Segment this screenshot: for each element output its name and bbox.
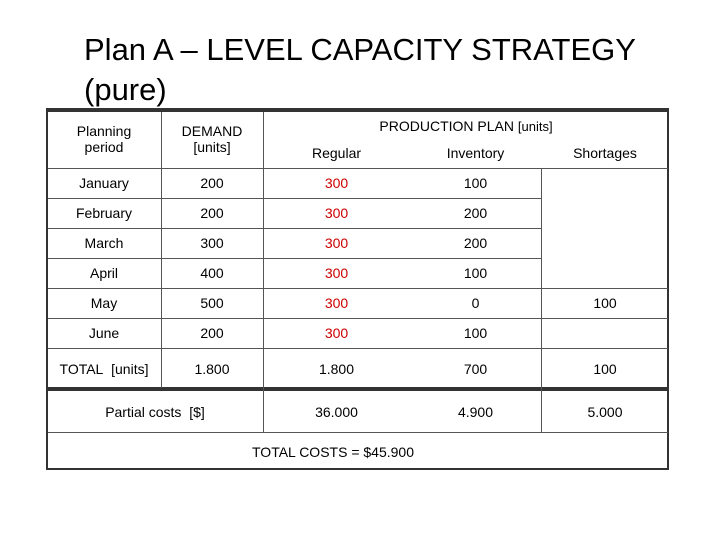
header-regular: Regular [311, 145, 362, 161]
cell-inventory: 200 [463, 205, 488, 221]
cell-demand: 200 [200, 175, 224, 191]
cell-demand: 400 [200, 265, 224, 281]
header-inventory: Inventory [446, 145, 505, 161]
cell-period: April [89, 265, 118, 281]
col-divider [541, 168, 542, 432]
total-label-cell [48, 350, 160, 388]
header-shortages: Shortages [573, 145, 637, 161]
row-divider [48, 228, 542, 229]
cell-period: January [79, 175, 129, 191]
cell-inventory: 100 [463, 325, 488, 341]
total-shortages: 100 [593, 361, 617, 377]
partial-shortages: 5.000 [587, 404, 623, 420]
total-units: [units] [111, 361, 149, 377]
cell-shortages [542, 228, 668, 258]
total-inventory: 700 [463, 361, 488, 377]
cell-regular: 300 [324, 325, 349, 341]
cell-demand: 200 [200, 205, 224, 221]
cell-inventory: 200 [463, 235, 488, 251]
cell-regular: 300 [324, 265, 349, 281]
header-plan-label: PRODUCTION PLAN [379, 118, 514, 134]
total-costs: TOTAL COSTS = $45.900 [252, 444, 414, 460]
partial-inventory: 4.900 [457, 404, 494, 420]
header-demand-line1: DEMAND [181, 123, 243, 139]
header-demand-line2: [units] [193, 139, 231, 155]
partial-units: [$] [189, 404, 205, 420]
cell-regular: 300 [324, 175, 349, 191]
cell-regular: 300 [324, 295, 349, 311]
row-divider [48, 198, 542, 199]
costs-divider [48, 432, 668, 433]
cell-inventory: 100 [463, 175, 488, 191]
row-divider [48, 348, 668, 349]
cell-shortages [542, 258, 668, 288]
cell-shortages: 100 [593, 295, 617, 311]
total-demand: 1.800 [194, 361, 230, 377]
cell-inventory: 100 [463, 265, 488, 281]
row-divider [48, 258, 542, 259]
partial-regular: 36.000 [315, 404, 358, 420]
col-divider [263, 112, 264, 432]
cell-shortages [542, 318, 668, 348]
total-divider [48, 387, 668, 391]
header-divider [48, 168, 668, 169]
header-plan-units: [units] [517, 118, 553, 134]
cell-demand: 200 [200, 325, 224, 341]
cell-period: March [84, 235, 124, 251]
total-regular: 1.800 [318, 361, 355, 377]
slide-title: Plan A – LEVEL CAPACITY STRATEGY (pure) [84, 32, 636, 107]
table-top-border [46, 108, 669, 112]
row-divider [48, 318, 668, 319]
col-divider [161, 112, 162, 388]
partial-label: Partial costs [105, 404, 182, 420]
header-demand [162, 118, 262, 160]
total-label: TOTAL [59, 361, 104, 377]
cell-period: February [75, 205, 133, 221]
cell-shortages [542, 168, 668, 198]
cell-demand: 500 [200, 295, 224, 311]
partial-costs-label-cell [48, 392, 262, 432]
cell-regular: 300 [324, 235, 349, 251]
header-production-plan [264, 114, 668, 138]
cell-inventory: 0 [471, 295, 480, 311]
header-planning-period [48, 118, 160, 160]
header-period-line2: period [84, 139, 124, 155]
cell-regular: 300 [324, 205, 349, 221]
cell-demand: 300 [200, 235, 224, 251]
header-period-line1: Planning [76, 123, 132, 139]
cell-shortages [542, 198, 668, 228]
cell-period: June [88, 325, 120, 341]
cell-period: May [90, 295, 118, 311]
row-divider [48, 288, 668, 289]
